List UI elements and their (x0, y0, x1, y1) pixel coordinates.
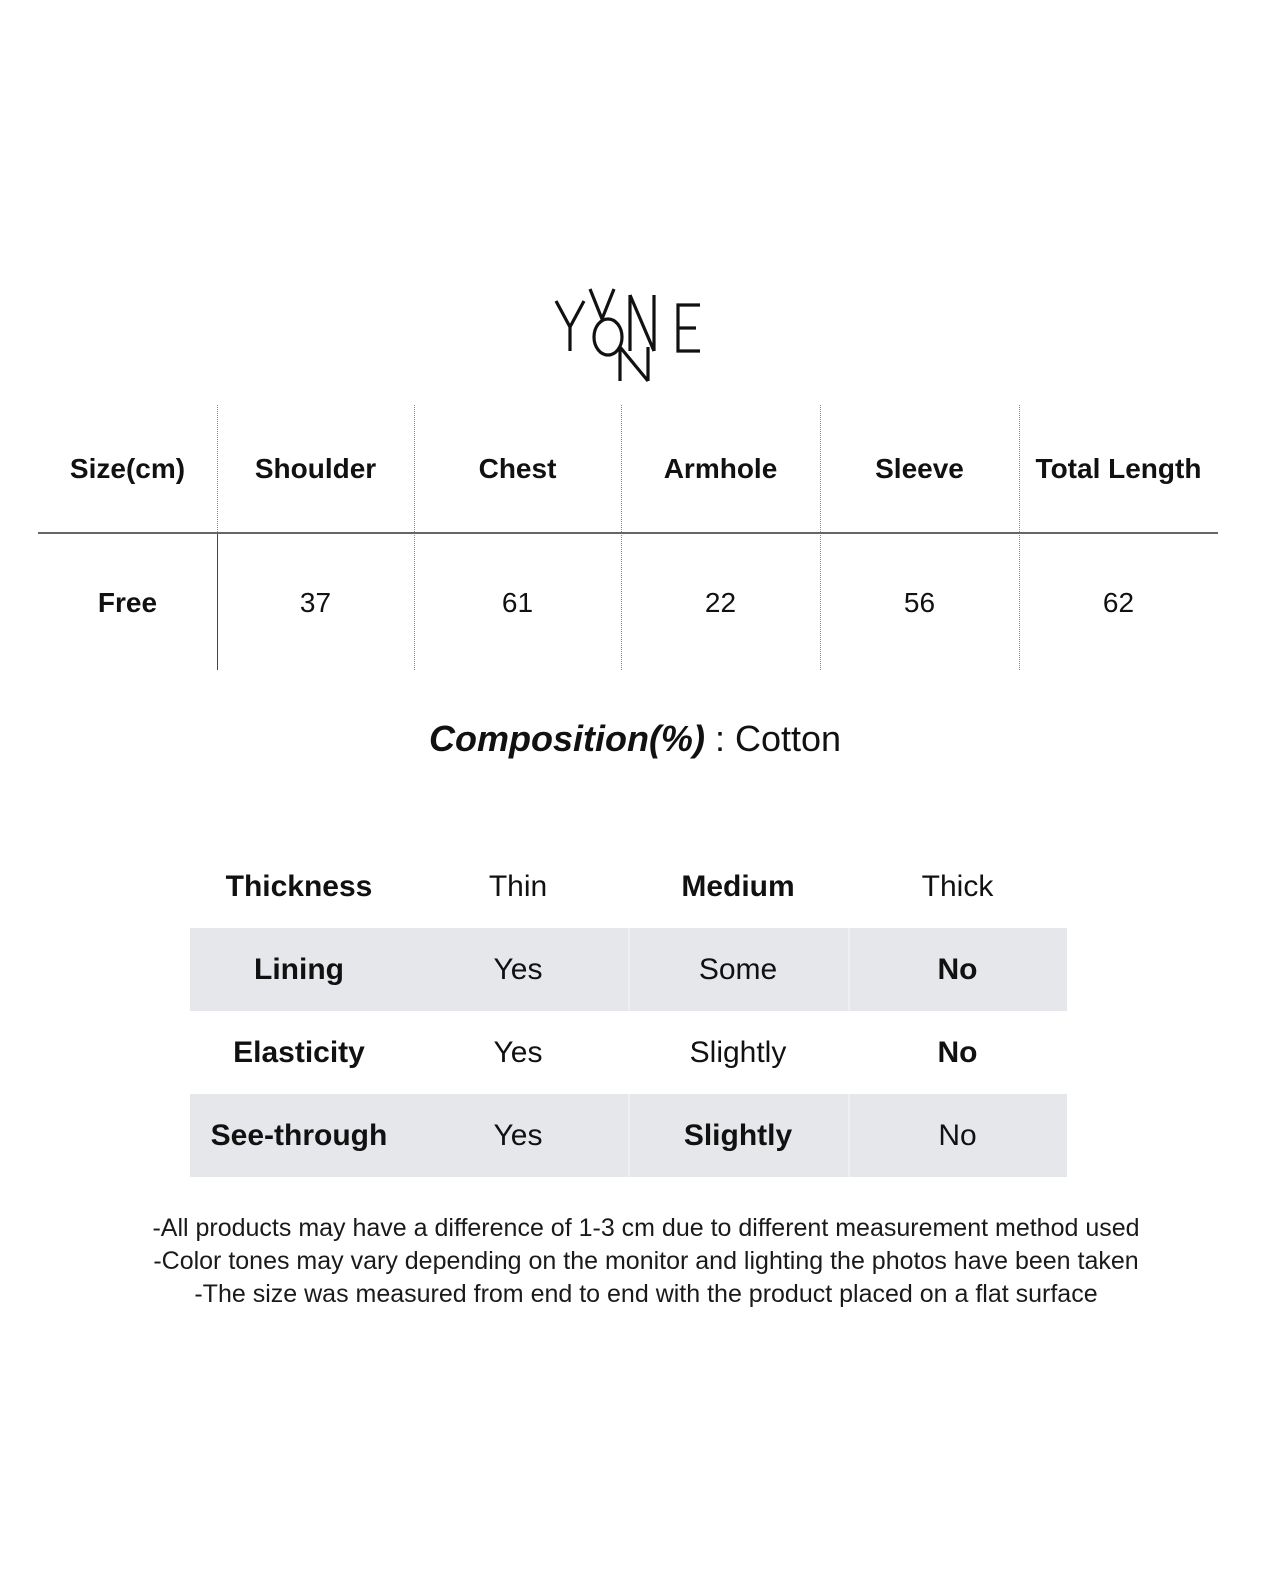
fabric-label: Lining (254, 952, 344, 986)
fabric-option: Thick (921, 869, 994, 903)
header-size: Size(cm) (69, 453, 186, 484)
composition (0, 718, 1270, 760)
fabric-option: Yes (493, 1035, 543, 1069)
note-line: -Color tones may vary depending on the monitor and lighting the photos have been taken (153, 1247, 1139, 1275)
notes (11, 1212, 1270, 1311)
fabric-label: Elasticity (233, 1035, 365, 1069)
composition-value: Cotton (734, 718, 842, 759)
fabric-row-see-through (190, 1094, 1067, 1177)
header-total-length: Total Length (1035, 453, 1202, 484)
value-shoulder: 37 (299, 587, 332, 618)
header-armhole: Armhole (663, 453, 778, 484)
fabric-label: See-through (210, 1118, 388, 1152)
composition-label: Composition(%) (428, 718, 705, 759)
value-chest: 61 (501, 587, 534, 618)
fabric-option: Thin (488, 869, 548, 903)
fabric-option: Some (698, 952, 778, 986)
fabric-row-thickness (190, 845, 1067, 928)
brand-logo-mark (550, 285, 710, 390)
header-shoulder: Shoulder (254, 453, 377, 484)
fabric-option-selected: Medium (681, 869, 795, 903)
value-total-length: 62 (1102, 587, 1135, 618)
brand-logo (550, 285, 710, 390)
note-line: -All products may have a difference of 1-3 cm due to different measurement method used (152, 1214, 1140, 1242)
size-free: Free (97, 587, 158, 618)
fabric-option: Slightly (689, 1035, 787, 1069)
header-rule (38, 532, 1218, 534)
fabric-option-selected: No (937, 952, 978, 986)
value-sleeve: 56 (903, 587, 936, 618)
fabric-option: Yes (493, 1118, 543, 1152)
size-table (38, 405, 1218, 670)
value-armhole: 22 (704, 587, 737, 618)
fabric-row-lining (190, 928, 1067, 1011)
composition-separator: : (704, 718, 735, 759)
fabric-option: No (938, 1118, 977, 1152)
fabric-label: Thickness (225, 869, 373, 903)
fabric-option-selected: Slightly (683, 1118, 793, 1152)
fabric-option-selected: No (937, 1035, 978, 1069)
header-sleeve: Sleeve (875, 453, 964, 484)
note-line: -The size was measured from end to end with the product placed on a flat surface (194, 1280, 1098, 1308)
fabric-row-elasticity (190, 1011, 1067, 1094)
fabric-table (190, 845, 1067, 1177)
header-chest: Chest (478, 453, 557, 484)
fabric-option: Yes (493, 952, 543, 986)
